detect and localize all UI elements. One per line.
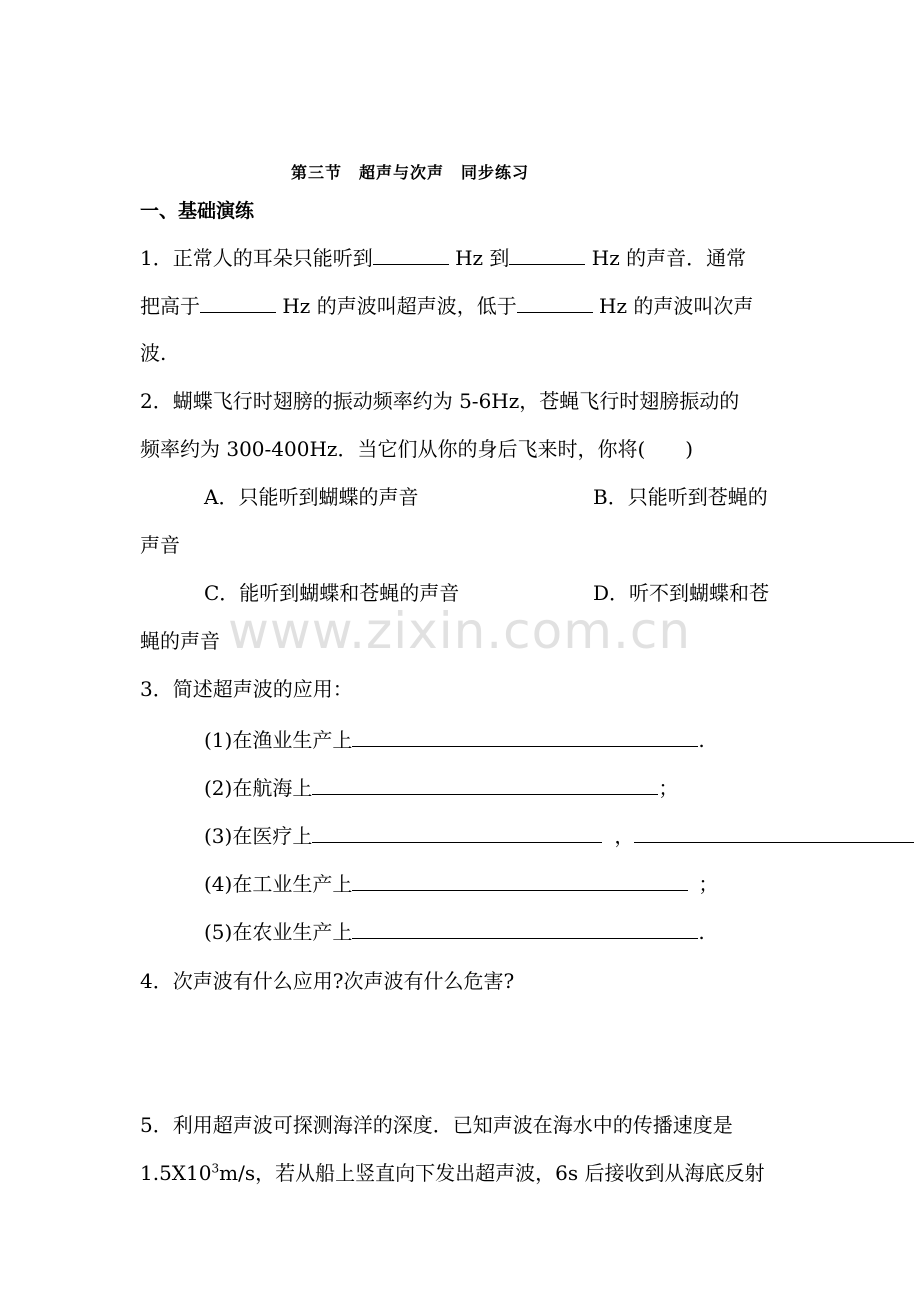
q3-item-1-end: . (698, 728, 705, 752)
option-a: A．只能听到蝴蝶的声音 (204, 485, 419, 509)
q1-text-f: Hz 的声波叫次声 (592, 294, 754, 318)
q3-item-4-end: ； (698, 872, 719, 896)
q5-speed-exponent: 3 (211, 1161, 220, 1176)
q1-text-a: 1．正常人的耳朵只能听到 (140, 246, 373, 270)
q5-speed-base: 1.5X10 (140, 1161, 212, 1185)
question-2-line-2: 频率约为 300-400Hz．当它们从你的身后飞来时，你将( ) (140, 437, 694, 461)
answer-blank[interactable] (312, 774, 658, 795)
q3-item-3-mid: ， (614, 824, 635, 848)
option-c: C．能听到蝴蝶和苍蝇的声音 (204, 581, 460, 605)
q3-item-3-label: (3)在医疗上 (204, 824, 313, 848)
option-b-continued: 声音 (140, 533, 180, 557)
answer-blank[interactable] (373, 244, 449, 265)
watermark-text: www.zixin.com.cn (228, 602, 692, 660)
option-d: D．听不到蝴蝶和苍 (593, 581, 770, 605)
question-3-stem: 3．简述超声波的应用： (140, 677, 353, 701)
answer-blank[interactable] (352, 870, 688, 891)
q1-text-b: Hz 到 (448, 246, 510, 270)
q5-text: m/s，若从船上竖直向下发出超声波，6s 后接收到从海底反射 (219, 1161, 765, 1185)
answer-blank[interactable] (352, 726, 698, 747)
section-heading: 一、基础演练 (140, 200, 255, 222)
answer-blank[interactable] (517, 292, 593, 313)
answer-blank[interactable] (200, 292, 276, 313)
option-b: B．只能听到苍蝇的 (593, 485, 768, 509)
answer-blank[interactable] (352, 918, 698, 939)
question-5-line-1: 5．利用超声波可探测海洋的深度．已知声波在海水中的传播速度是 (140, 1113, 733, 1137)
q3-item-5-label: (5)在农业生产上 (204, 920, 353, 944)
q3-item-5 (204, 918, 705, 945)
question-4: 4．次声波有什么应用?次声波有什么危害? (140, 969, 515, 993)
q3-item-2-label: (2)在航海上 (204, 776, 313, 800)
q3-item-1 (204, 726, 705, 753)
q1-text-d: 把高于 (140, 294, 200, 318)
page-title: 第三节 超声与次声 同步练习 (291, 163, 530, 182)
q3-item-3 (204, 822, 914, 849)
question-5-line-2 (140, 1160, 764, 1186)
q3-item-2 (204, 774, 678, 801)
question-1-line-2 (140, 292, 753, 319)
answer-blank[interactable] (634, 822, 914, 843)
question-1-line-1 (140, 244, 746, 271)
q3-item-2-end: ； (658, 776, 679, 800)
q1-text-e: Hz 的声波叫超声波，低于 (276, 294, 517, 318)
q3-item-1-label: (1)在渔业生产上 (204, 728, 353, 752)
q3-item-5-end: . (698, 920, 705, 944)
answer-blank[interactable] (312, 822, 602, 843)
question-1-line-3: 波. (140, 341, 167, 365)
answer-blank[interactable] (509, 244, 585, 265)
option-d-continued: 蝇的声音 (140, 629, 220, 653)
q3-item-4-label: (4)在工业生产上 (204, 872, 353, 896)
q3-item-4 (204, 870, 718, 897)
question-2-line-1: 2．蝴蝶飞行时翅膀的振动频率约为 5-6Hz，苍蝇飞行时翅膀振动的 (140, 389, 740, 413)
q1-text-c: Hz 的声音．通常 (585, 246, 747, 270)
